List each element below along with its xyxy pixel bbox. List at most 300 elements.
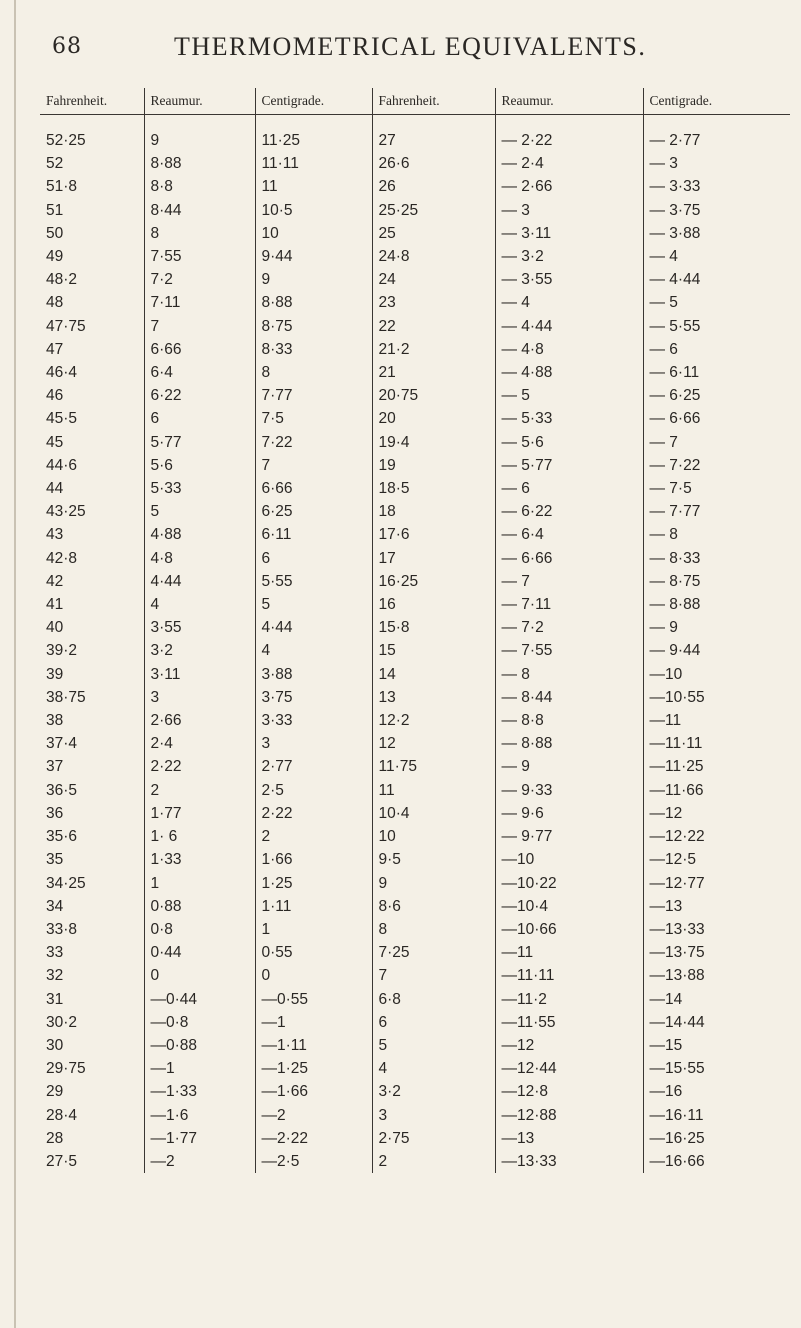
fahrenheit-cell: 30 bbox=[40, 1034, 144, 1057]
reaumur-cell: —1·77 bbox=[144, 1127, 255, 1150]
reaumur-cell: 5·6 bbox=[144, 454, 255, 477]
reaumur-cell: — 9·33 bbox=[495, 779, 643, 802]
reaumur-cell: 7 bbox=[144, 315, 255, 338]
running-title: THERMOMETRICAL EQUIVALENTS. bbox=[174, 32, 647, 61]
fahrenheit-cell: 34 bbox=[40, 895, 144, 918]
table-row bbox=[40, 616, 790, 639]
centigrade-cell: 11·11 bbox=[255, 152, 372, 175]
reaumur-cell: 2·66 bbox=[144, 709, 255, 732]
reaumur-cell: 8·8 bbox=[144, 175, 255, 198]
centigrade-cell: 9·44 bbox=[255, 245, 372, 268]
reaumur-cell: 0·8 bbox=[144, 918, 255, 941]
centigrade-cell: — 5 bbox=[649, 294, 678, 312]
column-header: Fahrenheit. bbox=[372, 88, 495, 115]
reaumur-cell: 7·2 bbox=[144, 268, 255, 291]
centigrade-cell: —13 bbox=[649, 897, 683, 915]
table-row bbox=[40, 361, 790, 384]
centigrade-cell: — 8·33 bbox=[649, 549, 701, 567]
fahrenheit-cell: 39·2 bbox=[40, 639, 144, 662]
centigrade-cell: —0·55 bbox=[255, 988, 372, 1011]
centigrade-cell: 1·25 bbox=[255, 872, 372, 895]
fahrenheit-cell: 8 bbox=[372, 918, 495, 941]
reaumur-cell: —0·44 bbox=[144, 988, 255, 1011]
centigrade-cell: 7·5 bbox=[255, 407, 372, 430]
fahrenheit-cell: 3 bbox=[372, 1104, 495, 1127]
table-row bbox=[40, 547, 790, 570]
reaumur-cell: 2·4 bbox=[144, 732, 255, 755]
centigrade-cell: 9 bbox=[255, 268, 372, 291]
reaumur-cell: 2 bbox=[144, 779, 255, 802]
table-row bbox=[40, 523, 790, 546]
centigrade-cell: 0·55 bbox=[255, 941, 372, 964]
reaumur-cell: —11·2 bbox=[495, 988, 643, 1011]
table-row bbox=[40, 384, 790, 407]
reaumur-cell: — 8 bbox=[495, 663, 643, 686]
centigrade-cell: 10 bbox=[255, 222, 372, 245]
reaumur-cell: 0·88 bbox=[144, 895, 255, 918]
centigrade-cell: —11·66 bbox=[649, 781, 704, 799]
table-row bbox=[40, 407, 790, 430]
reaumur-cell: — 7·11 bbox=[495, 593, 643, 616]
table-row bbox=[40, 663, 790, 686]
fahrenheit-cell: 38·75 bbox=[40, 686, 144, 709]
reaumur-cell: 6·22 bbox=[144, 384, 255, 407]
fahrenheit-cell: 26·6 bbox=[372, 152, 495, 175]
centigrade-cell: 1·11 bbox=[255, 895, 372, 918]
table-row bbox=[40, 175, 790, 198]
fahrenheit-cell: 12·2 bbox=[372, 709, 495, 732]
fahrenheit-cell: 7 bbox=[372, 964, 495, 987]
reaumur-cell: — 6·66 bbox=[495, 547, 643, 570]
centigrade-cell: — 3·75 bbox=[649, 201, 701, 219]
fahrenheit-cell: 6 bbox=[372, 1011, 495, 1034]
fahrenheit-cell: 11 bbox=[372, 779, 495, 802]
fahrenheit-cell: 19·4 bbox=[372, 431, 495, 454]
centigrade-cell: —11·25 bbox=[649, 758, 704, 776]
centigrade-cell: —10 bbox=[649, 665, 683, 683]
centigrade-cell: —15·55 bbox=[649, 1060, 705, 1078]
reaumur-cell: —12 bbox=[495, 1034, 643, 1057]
table-row bbox=[40, 825, 790, 848]
fahrenheit-cell: 52 bbox=[40, 152, 144, 175]
centigrade-cell: 1 bbox=[255, 918, 372, 941]
centigrade-cell: —16 bbox=[649, 1083, 683, 1101]
table-row bbox=[40, 872, 790, 895]
centigrade-cell: — 7·5 bbox=[649, 480, 692, 498]
table-row bbox=[40, 454, 790, 477]
reaumur-cell: — 7·2 bbox=[495, 616, 643, 639]
fahrenheit-cell: 9 bbox=[372, 872, 495, 895]
fahrenheit-cell: 39 bbox=[40, 663, 144, 686]
reaumur-cell: 7·55 bbox=[144, 245, 255, 268]
fahrenheit-cell: 49 bbox=[40, 245, 144, 268]
reaumur-cell: 4·8 bbox=[144, 547, 255, 570]
table-row bbox=[40, 115, 790, 153]
fahrenheit-cell: 4 bbox=[372, 1057, 495, 1080]
fahrenheit-cell: 45·5 bbox=[40, 407, 144, 430]
reaumur-cell: — 5·6 bbox=[495, 431, 643, 454]
centigrade-cell: —14·44 bbox=[649, 1013, 705, 1031]
fahrenheit-cell: 41 bbox=[40, 593, 144, 616]
centigrade-cell: 11 bbox=[255, 175, 372, 198]
centigrade-cell: —13·33 bbox=[649, 920, 705, 938]
table-row bbox=[40, 802, 790, 825]
reaumur-cell: 1· 6 bbox=[144, 825, 255, 848]
centigrade-cell: —16·25 bbox=[649, 1129, 705, 1147]
reaumur-cell: —0·8 bbox=[144, 1011, 255, 1034]
fahrenheit-cell: 44·6 bbox=[40, 454, 144, 477]
table-row bbox=[40, 1127, 790, 1150]
reaumur-cell: — 7 bbox=[495, 570, 643, 593]
table-row bbox=[40, 268, 790, 291]
reaumur-cell: —13 bbox=[495, 1127, 643, 1150]
centigrade-cell: 2 bbox=[255, 825, 372, 848]
fahrenheit-cell: 35·6 bbox=[40, 825, 144, 848]
reaumur-cell: 8·88 bbox=[144, 152, 255, 175]
centigrade-cell: —11 bbox=[649, 712, 682, 730]
centigrade-cell: 2·22 bbox=[255, 802, 372, 825]
centigrade-cell: 5 bbox=[255, 593, 372, 616]
fahrenheit-cell: 10 bbox=[372, 825, 495, 848]
fahrenheit-cell: 46·4 bbox=[40, 361, 144, 384]
reaumur-cell: 4·44 bbox=[144, 570, 255, 593]
fahrenheit-cell: 36 bbox=[40, 802, 144, 825]
centigrade-cell: 5·55 bbox=[255, 570, 372, 593]
fahrenheit-cell: 13 bbox=[372, 686, 495, 709]
fahrenheit-cell: 30·2 bbox=[40, 1011, 144, 1034]
fahrenheit-cell: 8·6 bbox=[372, 895, 495, 918]
centigrade-cell: — 6·25 bbox=[649, 387, 701, 405]
reaumur-cell: — 5 bbox=[495, 384, 643, 407]
centigrade-cell: —2 bbox=[255, 1104, 372, 1127]
fahrenheit-cell: 5 bbox=[372, 1034, 495, 1057]
centigrade-cell: 11·25 bbox=[255, 115, 372, 153]
centigrade-cell: —1 bbox=[255, 1011, 372, 1034]
fahrenheit-cell: 47·75 bbox=[40, 315, 144, 338]
reaumur-cell: — 8·8 bbox=[495, 709, 643, 732]
fahrenheit-cell: 33·8 bbox=[40, 918, 144, 941]
reaumur-cell: — 4·8 bbox=[495, 338, 643, 361]
centigrade-cell: —2·22 bbox=[255, 1127, 372, 1150]
reaumur-cell: 3·55 bbox=[144, 616, 255, 639]
fahrenheit-cell: 12 bbox=[372, 732, 495, 755]
column-header: Centigrade. bbox=[643, 88, 790, 115]
reaumur-cell: 5·77 bbox=[144, 431, 255, 454]
fahrenheit-cell: 29 bbox=[40, 1080, 144, 1103]
fahrenheit-cell: 52·25 bbox=[40, 115, 144, 153]
reaumur-cell: — 2·66 bbox=[495, 175, 643, 198]
centigrade-cell: — 2·77 bbox=[649, 132, 701, 149]
centigrade-cell: — 4·44 bbox=[649, 271, 701, 289]
reaumur-cell: —10 bbox=[495, 848, 643, 871]
centigrade-cell: — 4 bbox=[649, 248, 678, 266]
table-row bbox=[40, 1150, 790, 1173]
fahrenheit-cell: 51 bbox=[40, 199, 144, 222]
table-row bbox=[40, 941, 790, 964]
centigrade-cell: 4·44 bbox=[255, 616, 372, 639]
table-row bbox=[40, 222, 790, 245]
centigrade-cell: 8·33 bbox=[255, 338, 372, 361]
fahrenheit-cell: 23 bbox=[372, 291, 495, 314]
column-header: Reaumur. bbox=[144, 88, 255, 115]
centigrade-cell: 3·75 bbox=[255, 686, 372, 709]
reaumur-cell: 5 bbox=[144, 500, 255, 523]
reaumur-cell: — 2·22 bbox=[495, 115, 643, 153]
table-row bbox=[40, 593, 790, 616]
reaumur-cell: —13·33 bbox=[495, 1150, 643, 1173]
fahrenheit-cell: 15·8 bbox=[372, 616, 495, 639]
reaumur-cell: — 6·22 bbox=[495, 500, 643, 523]
fahrenheit-cell: 46 bbox=[40, 384, 144, 407]
table-row bbox=[40, 964, 790, 987]
reaumur-cell: —11·55 bbox=[495, 1011, 643, 1034]
reaumur-cell: 6·4 bbox=[144, 361, 255, 384]
centigrade-cell: 0 bbox=[255, 964, 372, 987]
table-row bbox=[40, 1034, 790, 1057]
centigrade-cell: 7·77 bbox=[255, 384, 372, 407]
fahrenheit-cell: 2·75 bbox=[372, 1127, 495, 1150]
reaumur-cell: — 9·77 bbox=[495, 825, 643, 848]
reaumur-cell: 6 bbox=[144, 407, 255, 430]
reaumur-cell: —10·4 bbox=[495, 895, 643, 918]
reaumur-cell: — 2·4 bbox=[495, 152, 643, 175]
reaumur-cell: —11 bbox=[495, 941, 643, 964]
fahrenheit-cell: 47 bbox=[40, 338, 144, 361]
table-row bbox=[40, 918, 790, 941]
centigrade-cell: — 6·66 bbox=[649, 410, 701, 428]
table-row bbox=[40, 152, 790, 175]
centigrade-cell: —12 bbox=[649, 804, 683, 822]
reaumur-cell: —12·44 bbox=[495, 1057, 643, 1080]
fahrenheit-cell: 17 bbox=[372, 547, 495, 570]
fahrenheit-cell: 37 bbox=[40, 755, 144, 778]
table-body bbox=[40, 115, 790, 1174]
centigrade-cell: —1·25 bbox=[255, 1057, 372, 1080]
reaumur-cell: — 4·44 bbox=[495, 315, 643, 338]
table-row bbox=[40, 755, 790, 778]
fahrenheit-cell: 2 bbox=[372, 1150, 495, 1173]
fahrenheit-cell: 9·5 bbox=[372, 848, 495, 871]
centigrade-cell: —13·75 bbox=[649, 944, 705, 962]
centigrade-cell: 8·75 bbox=[255, 315, 372, 338]
fahrenheit-cell: 27·5 bbox=[40, 1150, 144, 1173]
reaumur-cell: — 6·4 bbox=[495, 523, 643, 546]
fahrenheit-cell: 20·75 bbox=[372, 384, 495, 407]
reaumur-cell: — 7·55 bbox=[495, 639, 643, 662]
fahrenheit-cell: 24·8 bbox=[372, 245, 495, 268]
fahrenheit-cell: 36·5 bbox=[40, 779, 144, 802]
reaumur-cell: 1 bbox=[144, 872, 255, 895]
centigrade-cell: 1·66 bbox=[255, 848, 372, 871]
centigrade-cell: —1·11 bbox=[255, 1034, 372, 1057]
centigrade-cell: 10·5 bbox=[255, 199, 372, 222]
reaumur-cell: — 3·2 bbox=[495, 245, 643, 268]
fahrenheit-cell: 38 bbox=[40, 709, 144, 732]
centigrade-cell: — 8·75 bbox=[649, 572, 701, 590]
reaumur-cell: —2 bbox=[144, 1150, 255, 1173]
fahrenheit-cell: 45 bbox=[40, 431, 144, 454]
reaumur-cell: —12·8 bbox=[495, 1080, 643, 1103]
fahrenheit-cell: 17·6 bbox=[372, 523, 495, 546]
reaumur-cell: 0·44 bbox=[144, 941, 255, 964]
fahrenheit-cell: 21 bbox=[372, 361, 495, 384]
reaumur-cell: 1·77 bbox=[144, 802, 255, 825]
centigrade-cell: —12·22 bbox=[649, 828, 705, 846]
reaumur-cell: 8·44 bbox=[144, 199, 255, 222]
fahrenheit-cell: 24 bbox=[372, 268, 495, 291]
table-row bbox=[40, 1080, 790, 1103]
centigrade-cell: — 8·88 bbox=[649, 596, 701, 614]
fahrenheit-cell: 18 bbox=[372, 500, 495, 523]
centigrade-cell: —2·5 bbox=[255, 1150, 372, 1173]
centigrade-cell: — 3·33 bbox=[649, 178, 701, 196]
fahrenheit-cell: 11·75 bbox=[372, 755, 495, 778]
table-row bbox=[40, 1057, 790, 1080]
reaumur-cell: 3 bbox=[144, 686, 255, 709]
reaumur-cell: 2·22 bbox=[144, 755, 255, 778]
fahrenheit-cell: 31 bbox=[40, 988, 144, 1011]
fahrenheit-cell: 50 bbox=[40, 222, 144, 245]
fahrenheit-cell: 3·2 bbox=[372, 1080, 495, 1103]
table-row bbox=[40, 245, 790, 268]
centigrade-cell: — 9 bbox=[649, 619, 678, 637]
reaumur-cell: 3·2 bbox=[144, 639, 255, 662]
centigrade-cell: 3·33 bbox=[255, 709, 372, 732]
centigrade-cell: —12·5 bbox=[649, 851, 697, 869]
reaumur-cell: — 3·11 bbox=[495, 222, 643, 245]
fahrenheit-cell: 18·5 bbox=[372, 477, 495, 500]
table-row bbox=[40, 500, 790, 523]
fahrenheit-cell: 14 bbox=[372, 663, 495, 686]
table-row bbox=[40, 291, 790, 314]
table-row bbox=[40, 732, 790, 755]
reaumur-cell: —10·66 bbox=[495, 918, 643, 941]
centigrade-cell: — 7·22 bbox=[649, 456, 701, 474]
centigrade-cell: 7 bbox=[255, 454, 372, 477]
page-number: 68 bbox=[52, 34, 82, 59]
fahrenheit-cell: 6·8 bbox=[372, 988, 495, 1011]
column-header: Centigrade. bbox=[255, 88, 372, 115]
reaumur-cell: 6·66 bbox=[144, 338, 255, 361]
reaumur-cell: — 8·44 bbox=[495, 686, 643, 709]
reaumur-cell: —12·88 bbox=[495, 1104, 643, 1127]
centigrade-cell: 6 bbox=[255, 547, 372, 570]
reaumur-cell: — 3·55 bbox=[495, 268, 643, 291]
fahrenheit-cell: 16 bbox=[372, 593, 495, 616]
reaumur-cell: — 4 bbox=[495, 291, 643, 314]
centigrade-cell: — 3·88 bbox=[649, 224, 701, 242]
fahrenheit-cell: 48 bbox=[40, 291, 144, 314]
fahrenheit-cell: 27 bbox=[372, 115, 495, 153]
fahrenheit-cell: 32 bbox=[40, 964, 144, 987]
conversion-table bbox=[40, 88, 790, 1173]
table-row bbox=[40, 639, 790, 662]
reaumur-cell: 8 bbox=[144, 222, 255, 245]
fahrenheit-cell: 43 bbox=[40, 523, 144, 546]
centigrade-cell: —15 bbox=[649, 1036, 683, 1054]
reaumur-cell: — 4·88 bbox=[495, 361, 643, 384]
fahrenheit-cell: 28·4 bbox=[40, 1104, 144, 1127]
column-header: Fahrenheit. bbox=[40, 88, 144, 115]
reaumur-cell: — 3 bbox=[495, 199, 643, 222]
fahrenheit-cell: 25 bbox=[372, 222, 495, 245]
centigrade-cell: — 7·77 bbox=[649, 503, 701, 521]
reaumur-cell: — 5·33 bbox=[495, 407, 643, 430]
fahrenheit-cell: 26 bbox=[372, 175, 495, 198]
table-row bbox=[40, 709, 790, 732]
centigrade-cell: —10·55 bbox=[649, 688, 705, 706]
reaumur-cell: 0 bbox=[144, 964, 255, 987]
fahrenheit-cell: 42 bbox=[40, 570, 144, 593]
centigrade-cell: 4 bbox=[255, 639, 372, 662]
centigrade-cell: —14 bbox=[649, 990, 683, 1008]
fahrenheit-cell: 44 bbox=[40, 477, 144, 500]
fahrenheit-cell: 35 bbox=[40, 848, 144, 871]
reaumur-cell: —0·88 bbox=[144, 1034, 255, 1057]
fahrenheit-cell: 34·25 bbox=[40, 872, 144, 895]
table-row bbox=[40, 315, 790, 338]
table-row bbox=[40, 779, 790, 802]
table-row bbox=[40, 895, 790, 918]
fahrenheit-cell: 16·25 bbox=[372, 570, 495, 593]
table-row bbox=[40, 199, 790, 222]
centigrade-cell: 8·88 bbox=[255, 291, 372, 314]
fahrenheit-cell: 51·8 bbox=[40, 175, 144, 198]
table-row bbox=[40, 338, 790, 361]
centigrade-cell: — 6 bbox=[649, 340, 678, 358]
reaumur-cell: —1·6 bbox=[144, 1104, 255, 1127]
reaumur-cell: — 9·6 bbox=[495, 802, 643, 825]
centigrade-cell: — 8 bbox=[649, 526, 678, 544]
centigrade-cell: 2·77 bbox=[255, 755, 372, 778]
fahrenheit-cell: 21·2 bbox=[372, 338, 495, 361]
fahrenheit-cell: 40 bbox=[40, 616, 144, 639]
reaumur-cell: —10·22 bbox=[495, 872, 643, 895]
centigrade-cell: —16·11 bbox=[649, 1106, 704, 1124]
fahrenheit-cell: 15 bbox=[372, 639, 495, 662]
table-row bbox=[40, 431, 790, 454]
fahrenheit-cell: 19 bbox=[372, 454, 495, 477]
reaumur-cell: 1·33 bbox=[144, 848, 255, 871]
reaumur-cell: 4 bbox=[144, 593, 255, 616]
reaumur-cell: 3·11 bbox=[144, 663, 255, 686]
reaumur-cell: — 8·88 bbox=[495, 732, 643, 755]
table-row bbox=[40, 570, 790, 593]
fahrenheit-cell: 29·75 bbox=[40, 1057, 144, 1080]
centigrade-cell: —12·77 bbox=[649, 874, 705, 892]
centigrade-cell: 2·5 bbox=[255, 779, 372, 802]
fahrenheit-cell: 48·2 bbox=[40, 268, 144, 291]
centigrade-cell: 6·25 bbox=[255, 500, 372, 523]
reaumur-cell: —1·33 bbox=[144, 1080, 255, 1103]
centigrade-cell: —16·66 bbox=[649, 1152, 705, 1170]
fahrenheit-cell: 42·8 bbox=[40, 547, 144, 570]
centigrade-cell: — 3 bbox=[649, 155, 678, 173]
centigrade-cell: 7·22 bbox=[255, 431, 372, 454]
fahrenheit-cell: 43·25 bbox=[40, 500, 144, 523]
column-header: Reaumur. bbox=[495, 88, 643, 115]
table-row bbox=[40, 1011, 790, 1034]
centigrade-cell: —1·66 bbox=[255, 1080, 372, 1103]
centigrade-cell: — 5·55 bbox=[649, 317, 701, 335]
reaumur-cell: 7·11 bbox=[144, 291, 255, 314]
fahrenheit-cell: 37·4 bbox=[40, 732, 144, 755]
fahrenheit-cell: 10·4 bbox=[372, 802, 495, 825]
centigrade-cell: 3·88 bbox=[255, 663, 372, 686]
reaumur-cell: 9 bbox=[144, 115, 255, 153]
fahrenheit-cell: 22 bbox=[372, 315, 495, 338]
centigrade-cell: 6·66 bbox=[255, 477, 372, 500]
